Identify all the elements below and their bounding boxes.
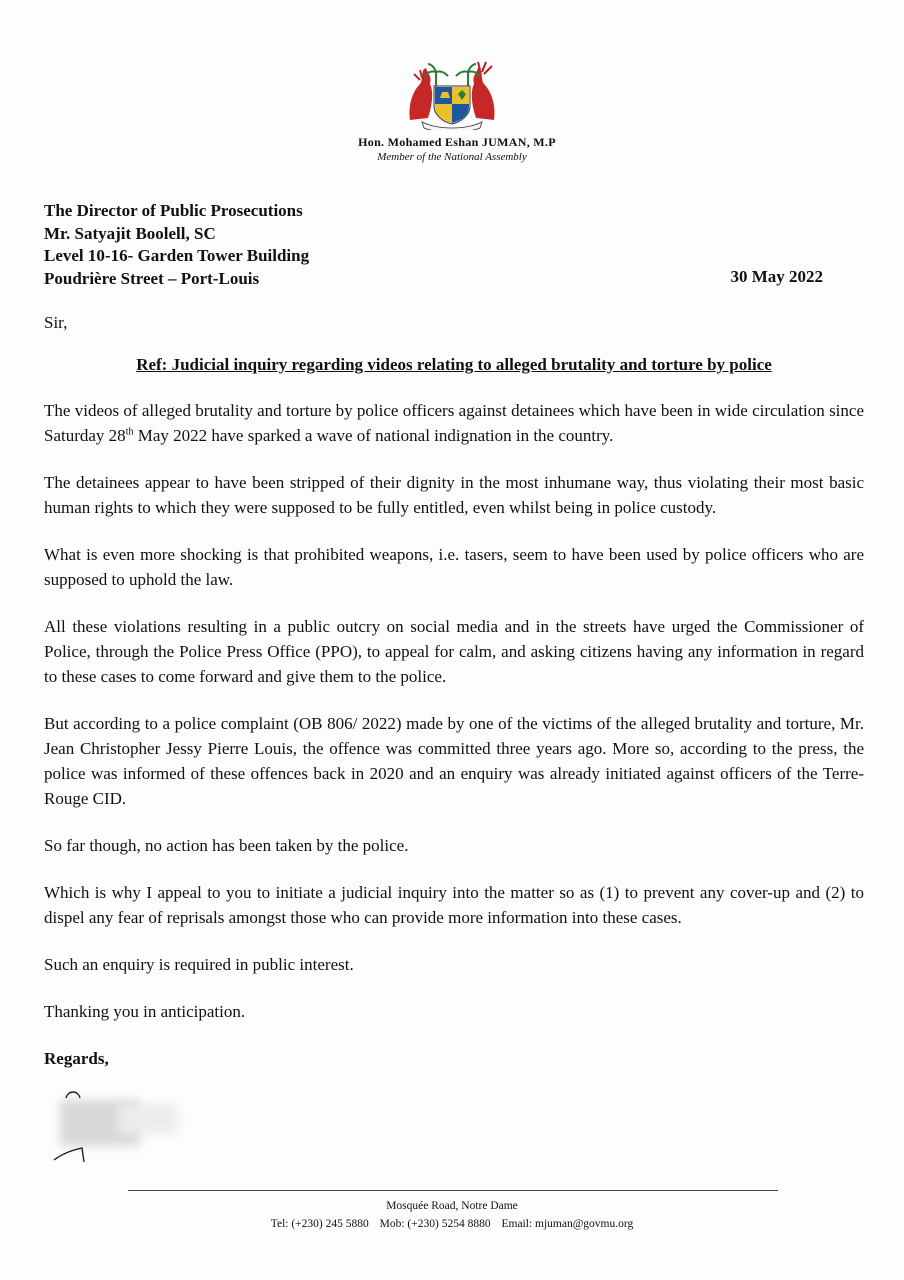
ordinal-suffix: th xyxy=(125,426,134,438)
paragraph-1-part-b: May 2022 have sparked a wave of national indignation in the country. xyxy=(133,426,614,445)
letter-body xyxy=(44,398,864,1093)
sender-title: Member of the National Assembly xyxy=(377,151,527,163)
paragraph-4: All these violations resulting in a public outcry on social media and in the streets have urged the Commissioner of Police, through the Police Press Office (PPO), to appeal for calm, and asking citizens having any information in regard to these cases to come forward and give them to the police. xyxy=(44,617,864,686)
blurred-signature-icon xyxy=(48,1086,198,1166)
sender-name: Hon. Mohamed Eshan JUMAN, M.P xyxy=(358,135,556,149)
paragraph-7: Which is why I appeal to you to initiate a judicial inquiry into the matter so as (1) to prevent any cover-up and (2) to dispel any fear of reprisals amongst those who can provide more information into these cases. xyxy=(44,883,864,927)
paragraph-1 xyxy=(44,398,864,448)
closing: Regards, xyxy=(44,1049,109,1068)
footer-tel: Tel: (+230) 245 5880 xyxy=(270,1218,369,1230)
footer-email: Email: mjuman@govmu.org xyxy=(501,1218,634,1230)
paragraph-6: So far though, no action has been taken by the police. xyxy=(44,836,409,855)
letter-date: 30 May 2022 xyxy=(730,267,823,286)
paragraph-5: But according to a police complaint (OB 806/ 2022) made by one of the victims of the alleged brutality and torture, Mr. Jean Christopher Jessy Pierre Louis, the offence was committed three years ago. More so, according to the press, the police was informed of these offences back in 2020 and an enquiry was already initiated against officers of the Terre-Rouge CID. xyxy=(44,714,864,808)
footer-address: Mosquée Road, Notre Dame xyxy=(386,1200,518,1212)
footer-mob: Mob: (+230) 5254 8880 xyxy=(379,1218,491,1230)
reference-line xyxy=(0,355,904,375)
addressee-block xyxy=(44,200,309,291)
paragraph-2: The detainees appear to have been stripped of their dignity in the most inhumane way, thus violating their most basic human rights to which they were supposed to be fully entitled, even whilst being in police custody. xyxy=(44,473,864,517)
letterhead xyxy=(0,135,904,163)
addressee-line-1: The Director of Public Prosecutions xyxy=(44,201,303,220)
addressee-line-4: Poudrière Street – Port-Louis xyxy=(44,269,260,289)
footer-contacts xyxy=(0,1215,904,1233)
paragraph-3: What is even more shocking is that prohibited weapons, i.e. tasers, seem to have been used by police officers who are supposed to uphold the law. xyxy=(44,545,864,589)
paragraph-9: Thanking you in anticipation. xyxy=(44,1002,246,1021)
addressee-line-3: Level 10-16- Garden Tower Building xyxy=(44,246,310,266)
footer-divider xyxy=(128,1190,778,1191)
paragraph-8: Such an enquiry is required in public interest. xyxy=(44,955,354,974)
letter-footer xyxy=(0,1197,904,1233)
paragraph-1-part-a: The videos of alleged brutality and torture by police officers against detainees which have been in wide circulation since Saturday 28 xyxy=(44,401,864,445)
coat-of-arms-icon xyxy=(404,58,500,130)
addressee-line-2: Mr. Satyajit Boolell, SC xyxy=(44,223,216,243)
salutation: Sir, xyxy=(44,313,68,332)
reference-text: Ref: Judicial inquiry regarding videos relating to alleged brutality and torture by police xyxy=(136,355,772,374)
